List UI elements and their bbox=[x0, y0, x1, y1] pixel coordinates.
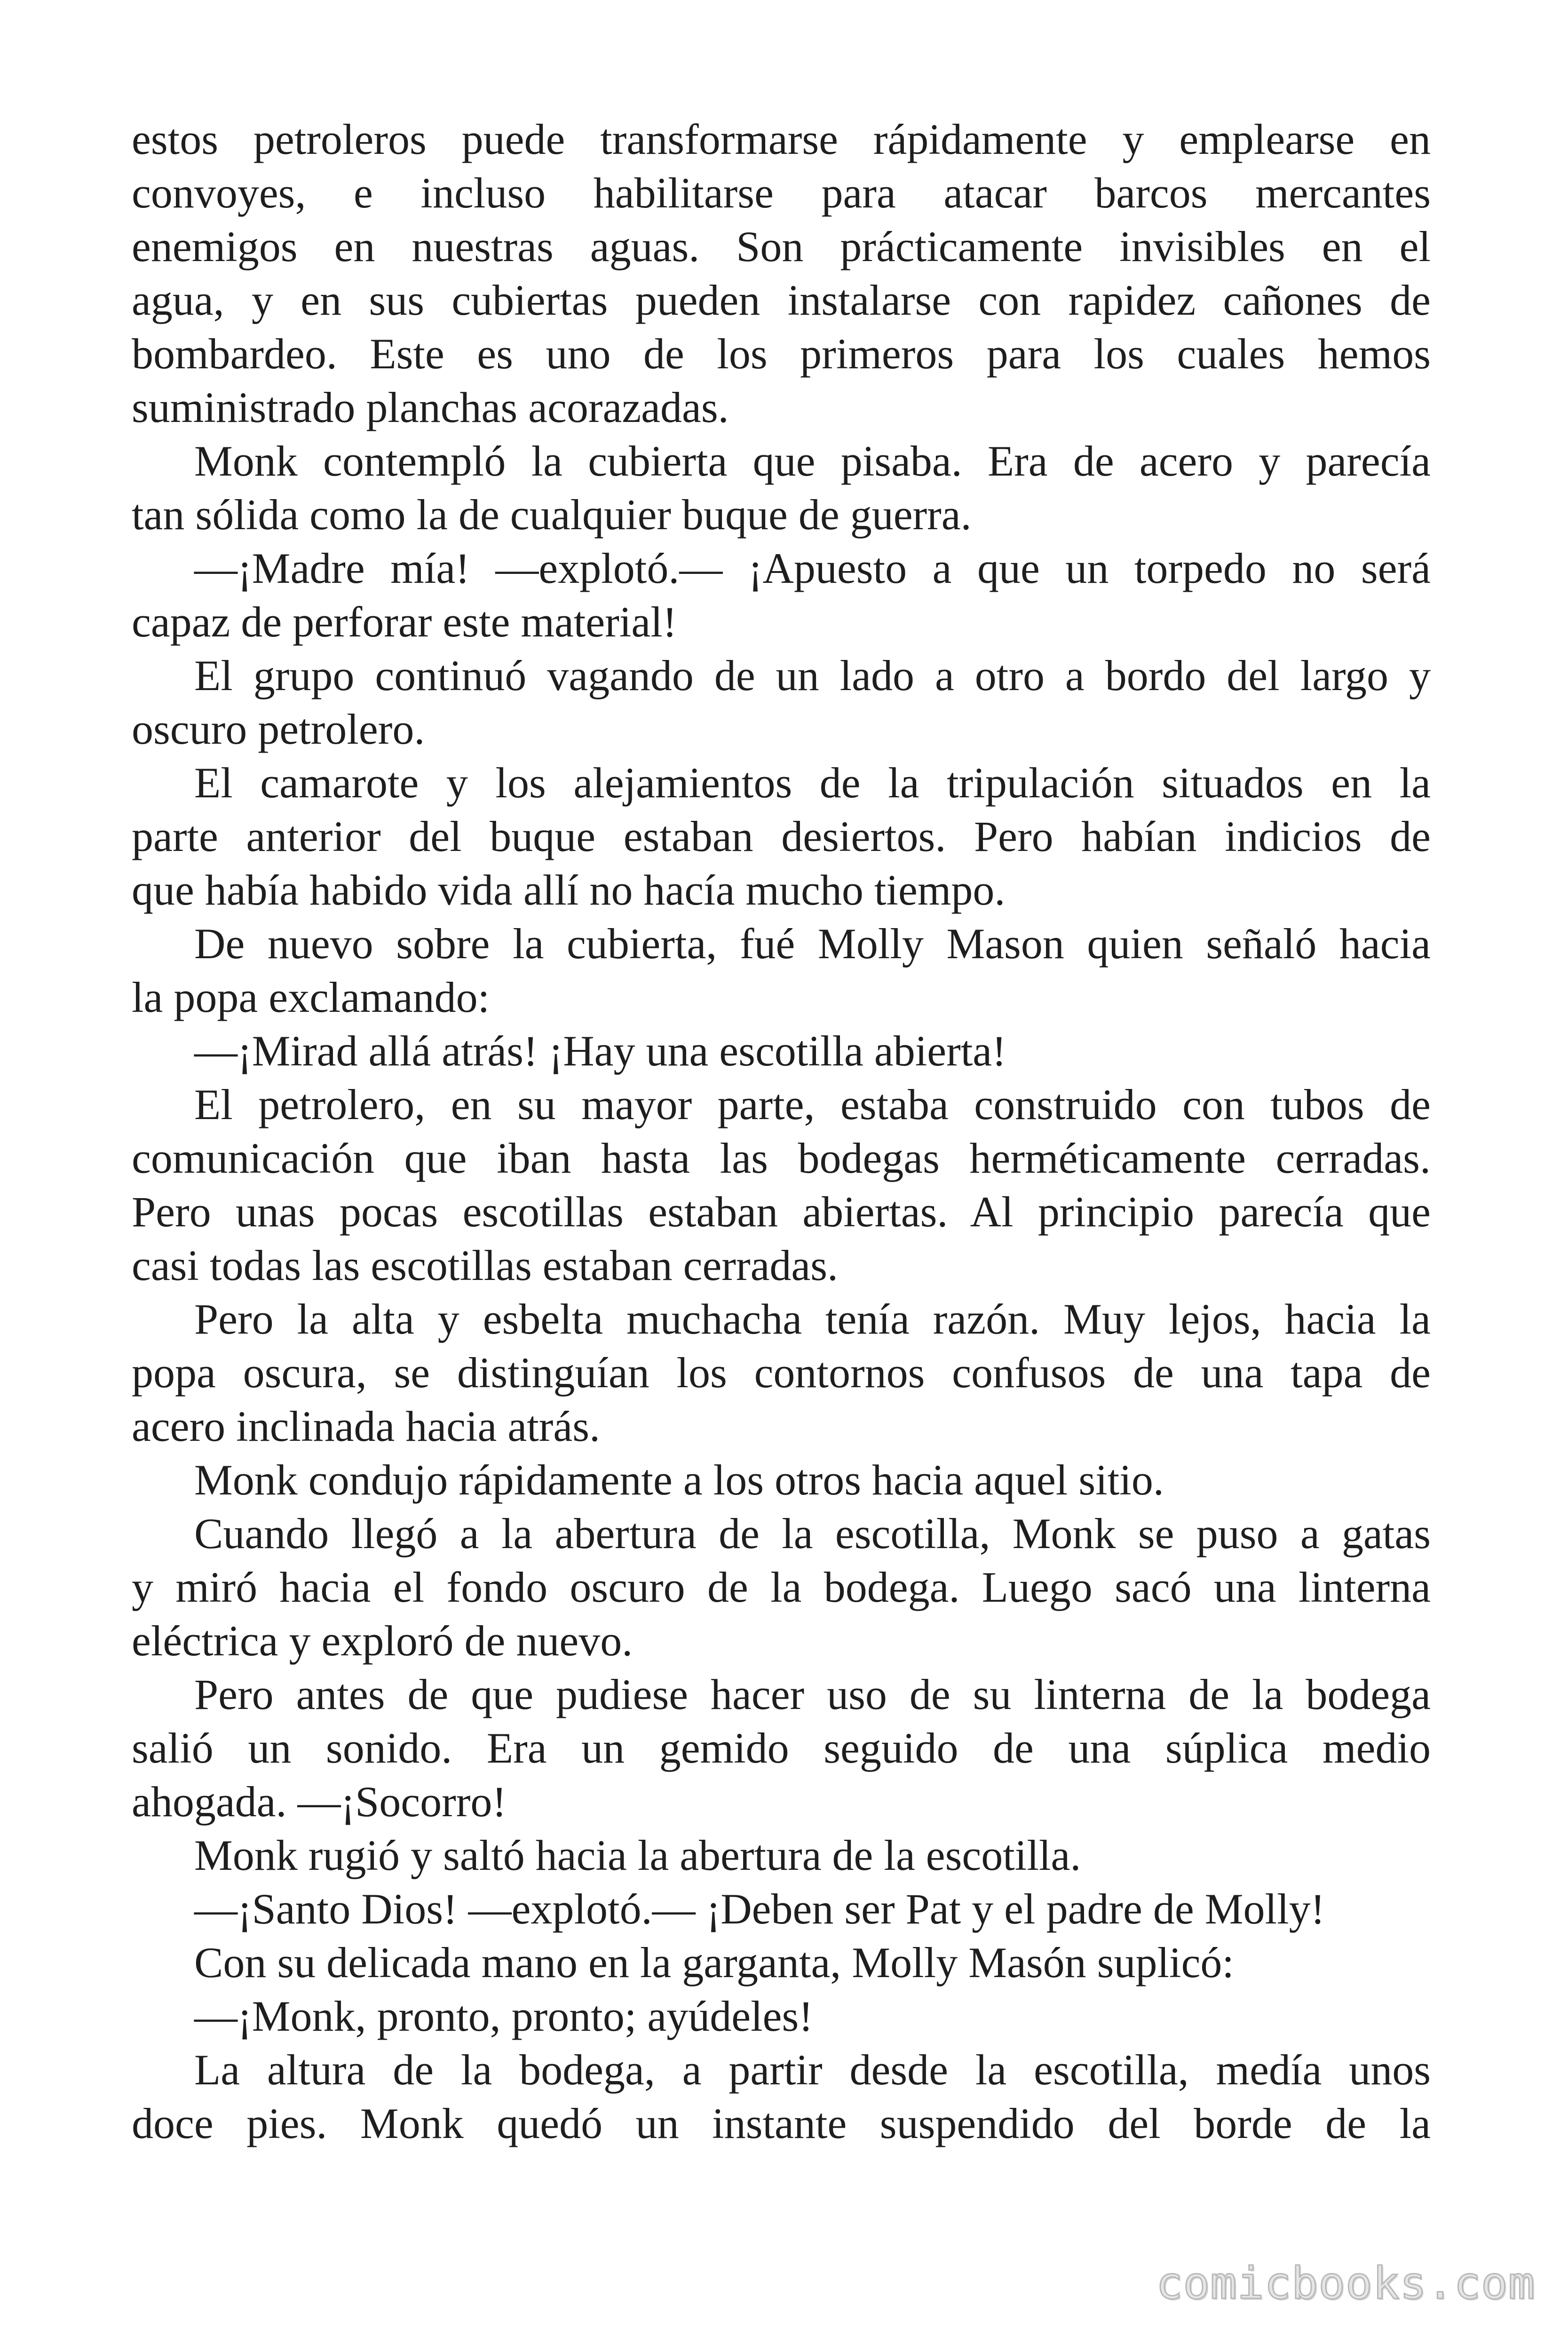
text-line: la popa exclamando: bbox=[132, 973, 490, 1021]
paragraph bbox=[132, 1828, 1431, 1882]
text-line: El grupo continuó vagando de un lado a otro a bordo del largo y bbox=[194, 652, 1431, 699]
text-line: La altura de la bodega, a partir desde la escotilla, medía unos bbox=[194, 2046, 1431, 2094]
text-line: —¡Madre mía! —explotó.— ¡Apuesto a que un torpedo no será bbox=[194, 544, 1431, 592]
paragraph bbox=[132, 917, 1431, 1024]
text-line: Pero la alta y esbelta muchacha tenía razón. Muy lejos, hacia la bbox=[194, 1295, 1431, 1343]
text-line: De nuevo sobre la cubierta, fué Molly Mason quien señaló hacia bbox=[194, 920, 1431, 968]
paragraph bbox=[132, 1453, 1431, 1507]
watermark-text: comicbooks.com bbox=[1156, 2258, 1536, 2309]
paragraph bbox=[132, 1936, 1431, 1989]
paragraph bbox=[132, 1507, 1431, 1668]
text-line: capaz de perforar este material! bbox=[132, 598, 677, 646]
text-line: Pero unas pocas escotillas estaban abiertas. Al principio parecía que bbox=[132, 1188, 1431, 1236]
text-line: —¡Monk, pronto, pronto; ayúdeles! bbox=[194, 1992, 813, 2040]
text-line: estos petroleros puede transformarse rápidamente y emplearse en bbox=[132, 115, 1431, 163]
text-line: El petrolero, en su mayor parte, estaba construido con tubos de bbox=[194, 1081, 1431, 1128]
text-line: popa oscura, se distinguían los contornos confusos de una tapa de bbox=[132, 1349, 1431, 1397]
text-line: oscuro petrolero. bbox=[132, 705, 425, 753]
text-line: comunicación que iban hasta las bodegas herméticamente cerradas. bbox=[132, 1134, 1431, 1182]
paragraph bbox=[132, 756, 1431, 917]
paragraph bbox=[132, 1882, 1431, 1936]
paragraph bbox=[132, 649, 1431, 756]
paragraph bbox=[132, 1024, 1431, 1078]
paragraph bbox=[132, 2043, 1431, 2150]
text-line: Con su delicada mano en la garganta, Molly Masón suplicó: bbox=[194, 1939, 1234, 1986]
paragraph bbox=[132, 1078, 1431, 1292]
text-line: y miró hacia el fondo oscuro de la bodega. Luego sacó una linterna bbox=[132, 1563, 1431, 1611]
paragraph bbox=[132, 434, 1431, 541]
text-line: doce pies. Monk quedó un instante suspendido del borde de la bbox=[132, 2099, 1431, 2147]
text-line: tan sólida como la de cualquier buque de guerra. bbox=[132, 491, 972, 539]
paragraph bbox=[132, 1989, 1431, 2043]
text-line: acero inclinada hacia atrás. bbox=[132, 1402, 601, 1450]
page-body-text bbox=[132, 112, 1431, 2150]
text-line: enemigos en nuestras aguas. Son prácticamente invisibles en el bbox=[132, 222, 1431, 270]
paragraph bbox=[132, 112, 1431, 434]
text-line: —¡Santo Dios! —explotó.— ¡Deben ser Pat y el padre de Molly! bbox=[194, 1885, 1325, 1933]
text-line: Monk contempló la cubierta que pisaba. Era de acero y parecía bbox=[194, 437, 1431, 485]
text-line: casi todas las escotillas estaban cerradas. bbox=[132, 1241, 839, 1289]
text-line: El camarote y los alejamientos de la tripulación situados en la bbox=[194, 759, 1431, 807]
text-line: agua, y en sus cubiertas pueden instalarse con rapidez cañones de bbox=[132, 276, 1431, 324]
text-line: Monk condujo rápidamente a los otros hacia aquel sitio. bbox=[194, 1456, 1164, 1504]
text-line: que había habido vida allí no hacía mucho tiempo. bbox=[132, 866, 1006, 914]
text-line: Pero antes de que pudiese hacer uso de su linterna de la bodega bbox=[194, 1670, 1431, 1718]
text-line: Monk rugió y saltó hacia la abertura de la escotilla. bbox=[194, 1831, 1081, 1879]
text-line: ahogada. —¡Socorro! bbox=[132, 1778, 507, 1826]
text-line: Cuando llegó a la abertura de la escotilla, Monk se puso a gatas bbox=[194, 1510, 1431, 1557]
paragraph bbox=[132, 1668, 1431, 1828]
text-line: parte anterior del buque estaban desiertos. Pero habían indicios de bbox=[132, 812, 1431, 860]
text-line: convoyes, e incluso habilitarse para atacar barcos mercantes bbox=[132, 169, 1431, 217]
text-line: salió un sonido. Era un gemido seguido de una súplica medio bbox=[132, 1724, 1431, 1772]
text-line: eléctrica y exploró de nuevo. bbox=[132, 1617, 633, 1665]
paragraph bbox=[132, 541, 1431, 649]
text-line: bombardeo. Este es uno de los primeros para los cuales hemos bbox=[132, 330, 1431, 378]
paragraph bbox=[132, 1292, 1431, 1453]
text-line: —¡Mirad allá atrás! ¡Hay una escotilla abierta! bbox=[194, 1027, 1006, 1075]
text-line: suministrado planchas acorazadas. bbox=[132, 383, 729, 431]
